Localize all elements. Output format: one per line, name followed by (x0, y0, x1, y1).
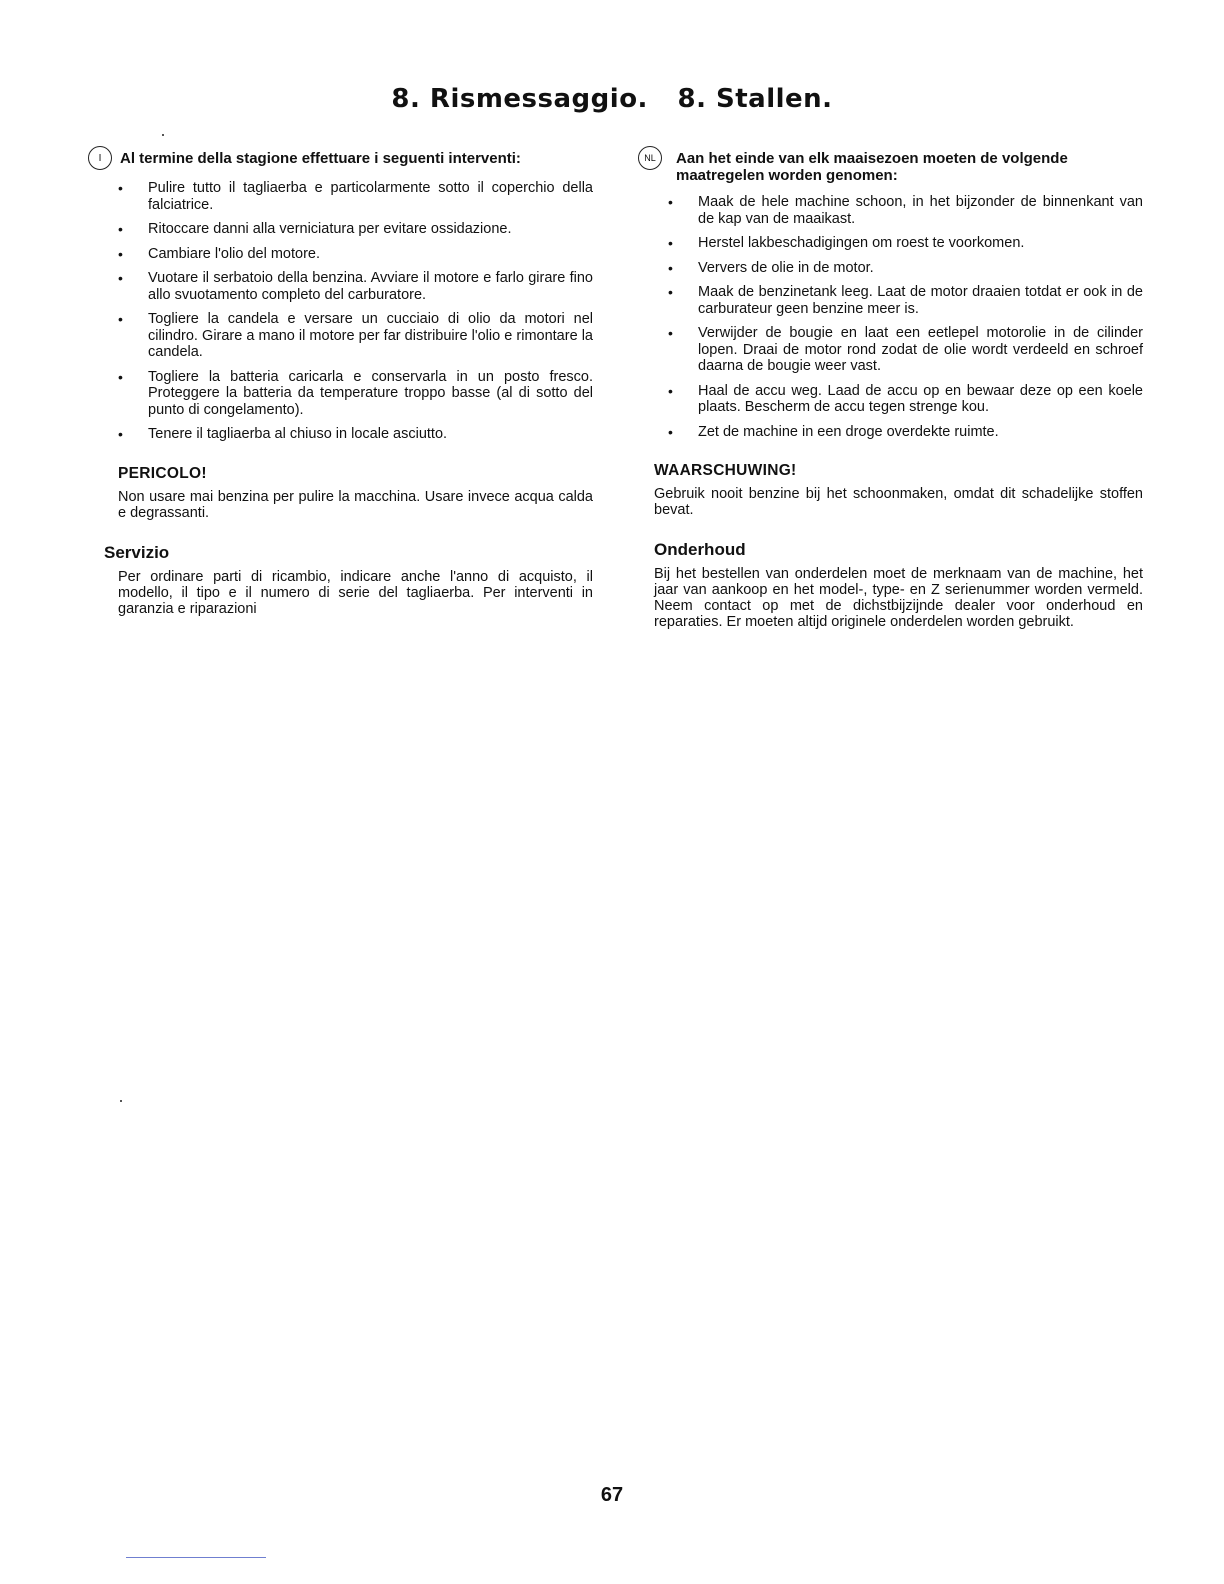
dutch-intro (638, 150, 1143, 184)
bullet-icon: • (118, 270, 123, 286)
list-item: • Maak de benzinetank leeg. Laat de motor draaien totdat er ook in de carburateur geen benzine meer is. (668, 284, 1143, 317)
title-italian: 8. Rismessaggio. (391, 84, 648, 114)
list-item: • Vuotare il serbatoio della benzina. Avviare il motore e farlo girare fino allo svuotamento completo del carburatore. (118, 270, 593, 303)
bullet-icon: • (668, 284, 673, 300)
bullet-icon: • (118, 180, 123, 196)
list-item: • Verwijder de bougie en laat een eetlepel motorolie in de cilinder lopen. Draai de motor rond zodat de olie wordt verdeeld en schroef daarna de bougie weer vast. (668, 325, 1143, 374)
scan-speck (120, 1100, 122, 1102)
language-badge-dutch-icon: NL (638, 146, 662, 170)
italian-bullet-list (88, 180, 593, 443)
list-item: • Herstel lakbeschadigingen om roest te voorkomen. (668, 235, 1025, 251)
dutch-column (638, 150, 1143, 630)
italian-warning-heading: PERICOLO! (118, 464, 207, 482)
list-item: • Haal de accu weg. Laad de accu op en bewaar deze op een koele plaats. Bescherm de accu tegen strenge kou. (668, 382, 1143, 415)
bullet-icon: • (668, 194, 673, 210)
bullet-icon: • (668, 423, 673, 440)
language-badge-italian-icon: I (88, 146, 112, 170)
bullet-icon: • (118, 311, 123, 327)
dutch-warning-heading: WAARSCHUWING! (654, 462, 797, 479)
list-item: • Tenere il tagliaerba al chiuso in locale asciutto. (118, 426, 448, 442)
italian-intro-text: Al termine della stagione effettuare i seguenti interventi: (120, 150, 521, 167)
italian-service-heading: Servizio (104, 542, 170, 562)
dutch-service-heading: Onderhoud (654, 540, 746, 559)
list-item: • Pulire tutto il tagliaerba e particolarmente sotto il coperchio della falciatrice. (118, 180, 593, 213)
list-item: • Togliere la batteria caricarla e conservarla in un posto fresco. Proteggere la batteria da temperature troppo basse (al di sotto del punto di congelamento). (118, 368, 593, 418)
list-item: • Ververs de olie in de motor. (668, 259, 874, 276)
list-item: • Cambiare l'olio del motore. (118, 245, 321, 262)
bullet-icon: • (668, 382, 673, 399)
list-item: • Ritoccare danni alla verniciatura per evitare ossidazione. (118, 221, 512, 237)
bullet-icon: • (668, 235, 673, 251)
list-item: • Togliere la candela e versare un cucciaio di olio da motori nel cilindro. Girare a mano il motore per far distribuire l'olio e rimontare la candela. (118, 311, 593, 360)
dutch-warning-text: Gebruik nooit benzine bij het schoonmaken, omdat dit schadelijke stoffen bevat. (654, 486, 1143, 518)
footer-divider (126, 1557, 266, 1558)
italian-service-text: Per ordinare parti di ricambio, indicare anche l'anno di acquisto, il modello, il tipo e il numero di serie del tagliaerba. Per interventi in garanzia e riparazioni (118, 568, 593, 617)
italian-warning-text: Non usare mai benzina per pulire la macchina. Usare invece acqua calda e degrassanti. (118, 488, 593, 521)
italian-column (88, 150, 593, 617)
page-number: 67 (600, 1484, 624, 1506)
page-title (0, 84, 1224, 114)
bullet-icon: • (668, 259, 673, 276)
bullet-icon: • (668, 325, 673, 341)
dutch-service-text: Bij het bestellen van onderdelen moet de merknaam van de machine, het jaar van aankoop en het model-, type- en Z serienummer worden vermeld. Neem contact op met de dichstbijzijnde dealer voor onderhoud en reparaties. Er moeten altijd originele onderdelen worden gebruikt. (654, 566, 1143, 630)
list-item: • Maak de hele machine schoon, in het bijzonder de binnenkant van de kap van de maaikast. (668, 194, 1143, 227)
bullet-icon: • (118, 221, 123, 237)
bullet-icon: • (118, 426, 123, 442)
italian-intro (88, 150, 593, 170)
dutch-bullet-list (638, 194, 1143, 440)
dutch-intro-text: Aan het einde van elk maaisezoen moeten de volgende maatregelen worden genomen: (676, 150, 1068, 184)
title-dutch: 8. Stallen. (677, 84, 833, 114)
bullet-icon: • (118, 245, 123, 262)
bullet-icon: • (118, 368, 123, 385)
list-item: • Zet de machine in een droge overdekte ruimte. (668, 423, 999, 440)
scan-speck (162, 134, 164, 136)
